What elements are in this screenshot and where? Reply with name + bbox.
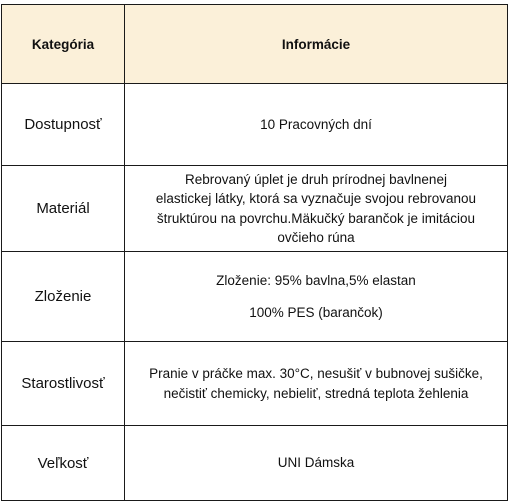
info-cell <box>125 84 508 166</box>
info-line: UNI Dámska <box>277 455 355 471</box>
info-line: ovčieho rúna <box>277 229 355 245</box>
table-row-availability <box>2 84 508 166</box>
table-row-material <box>2 166 508 252</box>
header-info: Informácie <box>125 5 508 84</box>
info-cell <box>125 426 508 501</box>
table-row-composition <box>2 252 508 342</box>
info-line: Pranie v práčke max. 30°C, nesušiť v bubnovej sušičke, <box>149 366 483 382</box>
table-row-care <box>2 342 508 426</box>
category-cell: Starostlivosť <box>2 342 125 426</box>
table-row-size <box>2 426 508 501</box>
info-line: 10 Pracovných dní <box>260 116 372 132</box>
category-cell: Materiál <box>2 166 125 252</box>
header-row <box>2 5 508 84</box>
category-cell: Veľkosť <box>2 426 125 501</box>
line-gap <box>129 291 503 303</box>
info-line: Zloženie: 95% bavlna,5% elastan <box>216 273 416 289</box>
info-cell <box>125 342 508 426</box>
header-category: Kategória <box>2 5 125 84</box>
info-line: Rebrovaný úplet je druh prírodnej bavlnenej <box>185 172 447 188</box>
info-line: štruktúrou na povrchu.Mäkučký barančok je imitáciou <box>156 210 476 226</box>
product-info-table <box>1 4 508 501</box>
info-cell <box>125 166 508 252</box>
category-cell: Zloženie <box>2 252 125 342</box>
info-cell <box>125 252 508 342</box>
info-line: elastickej látky, ktorá sa vyznačuje svojou rebrovanou <box>155 191 477 207</box>
category-cell: Dostupnosť <box>2 84 125 166</box>
info-line: 100% PES (barančok) <box>249 304 383 320</box>
info-line: nečistiť chemicky, nebieliť, stredná teplota žehlenia <box>163 385 469 401</box>
